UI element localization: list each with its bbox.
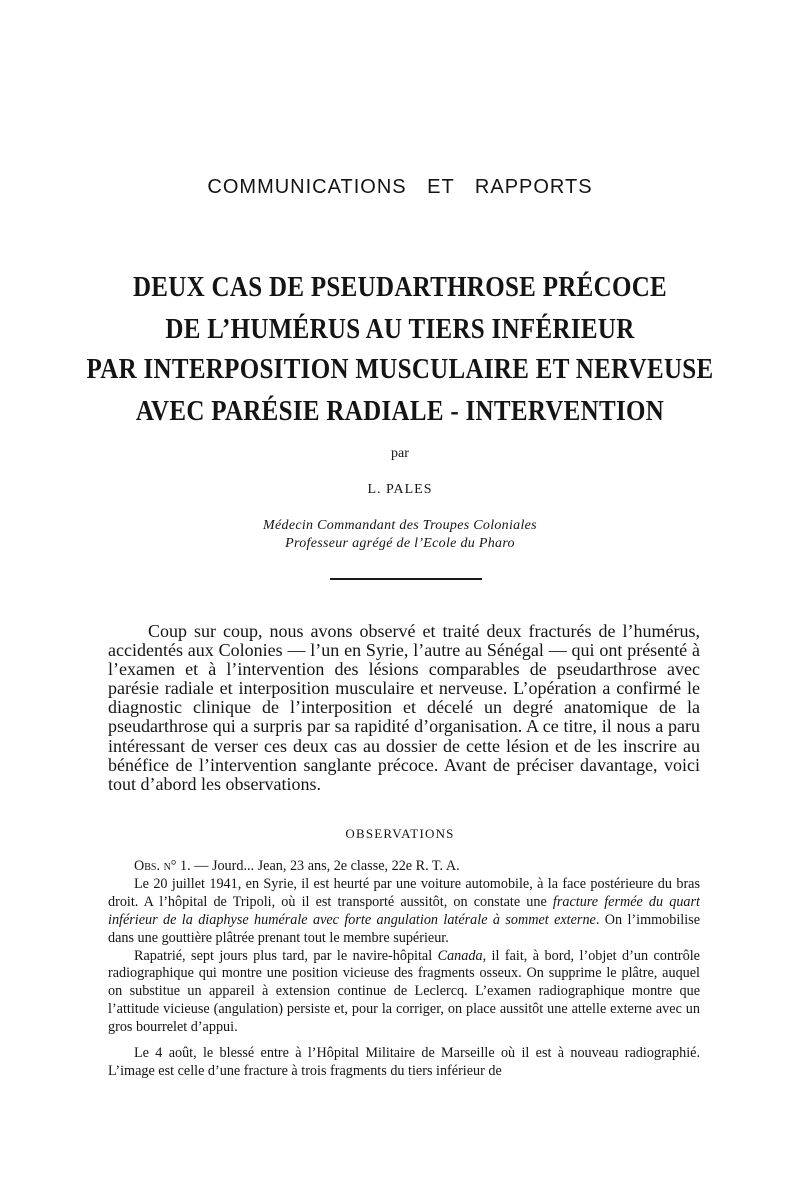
observation-patient-line: — Jourd... Jean, 23 ans, 2e classe, 22e R. T. A. xyxy=(190,858,460,874)
diagnosis-italic: fracture fermée du quart inférieur de la diaphyse humérale avec forte angulation latérale à sommet externe xyxy=(108,893,700,928)
observations-heading: OBSERVATIONS xyxy=(345,826,455,841)
article-title-line-3: PAR INTERPOSITION MUSCULAIRE ET NERVEUSE xyxy=(86,353,714,385)
article-title-line-4: AVEC PARÉSIE RADIALE - INTERVENTION xyxy=(135,395,665,427)
separator-rule xyxy=(330,578,482,580)
ship-name-italic: Canada xyxy=(437,947,483,964)
author-affiliation-1: Médecin Commandant des Troupes Coloniales xyxy=(263,518,537,533)
article-title-line-1: DEUX CAS DE PSEUDARTHROSE PRÉCOCE xyxy=(132,271,668,303)
observation-paragraph-2: Rapatrié, sept jours plus tard, par le navire-hôpital Canada, il fait, à bord, l’objet d’un contrôle radiographique qui montre une position vicieuse des fragments osseux. On supprime le plâtre, auquel on substitue un appareil à extension continue de Leclercq. L’examen radiographique montre que l’attitude vicieuse (angulation) persiste et, pour la corriger, on place aussitôt une attelle externe avec un gros bourrelet d’appui. xyxy=(108,947,700,1036)
observations-body xyxy=(108,858,700,1089)
author-affiliation-2: Professeur agrégé de l’Ecole du Pharo xyxy=(285,536,515,551)
observation-paragraph-3: Le 4 août, le blessé entre à l’Hôpital Militaire de Marseille où il est à nouveau radiographié. L’image est celle d’une fracture à trois fragments du tiers inférieur de xyxy=(108,1045,700,1079)
observation-label: Obs. n° 1. xyxy=(134,858,191,874)
intro-paragraph: Coup sur coup, nous avons observé et traité deux fracturés de l’humérus, accidentés aux Colonies — l’un en Syrie, l’autre au Sénégal — qui ont présenté à l’examen et à l’intervention des lésions comparables de pseudarthrose avec parésie radiale et interposition musculaire et nerveuse. L’opération a confirmé le diagnostic clinique de l’interposition et décelé un degré anatomique de la pseudarthrose qui a surpris par sa rapidité d’organisation. A ce titre, il nous a paru intéressant de verser ces deux cas au dossier de cette lésion et de les inscrire au bénéfice de l’intervention sanglante précoce. Avant de préciser davantage, voici tout d’abord les observations. xyxy=(108,621,700,794)
author-name: L. PALES xyxy=(367,482,433,497)
article-title-line-2: DE L’HUMÉRUS AU TIERS INFÉRIEUR xyxy=(165,313,635,345)
byline-par: par xyxy=(391,446,409,461)
section-header: COMMUNICATIONS ET RAPPORTS xyxy=(207,176,593,198)
observation-1-header xyxy=(108,858,700,876)
observation-paragraph-1: Le 20 juillet 1941, en Syrie, il est heurté par une voiture automobile, à la face postérieure du bras droit. A l’hôpital de Tripoli, où il est transporté aussitôt, on constate une fracture fermée du quart inférieur de la diaphyse humérale avec forte angulation latérale à sommet externe. On l’immobilise dans une gouttière plâtrée prenant tout le membre supérieur. xyxy=(108,875,700,946)
